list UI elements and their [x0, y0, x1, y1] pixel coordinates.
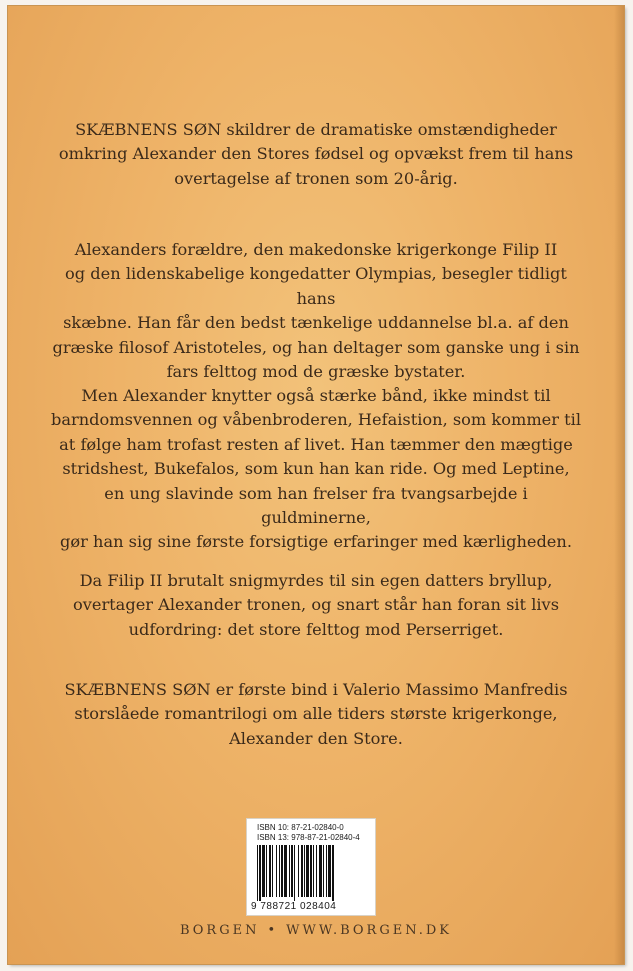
- barcode-bar: [323, 845, 324, 897]
- blurb-line: Alexanders forældre, den makedonske krigerkonge Filip II: [74, 240, 558, 259]
- barcode-bar: [279, 845, 280, 897]
- cover-edge-shadow: [614, 6, 624, 964]
- barcode-bar: [259, 845, 261, 901]
- blurb-line: overtagelse af tronen som 20-årig.: [174, 168, 458, 188]
- blurb-paragraph-2: [48, 238, 584, 384]
- blurb-line: stridshest, Bukefalos, som kun han kan ride. Og med Leptine,: [62, 459, 570, 479]
- blurb-line: SKÆBNENS SØN skildrer de dramatiske omstændigheder: [75, 120, 557, 139]
- barcode-bar: [294, 845, 295, 901]
- blurb-paragraph-5: [48, 678, 584, 751]
- blurb-line: storslåede romantrilogi om alle tiders største krigerkonge,: [74, 704, 558, 724]
- blurb-line: omkring Alexander den Stores fødsel og opvækst frem til hans: [58, 144, 574, 164]
- barcode-bar: [326, 845, 327, 897]
- barcode-bar: [328, 845, 331, 897]
- blurb-line: Alexander den Store.: [229, 728, 403, 748]
- barcode-bar: [310, 845, 312, 897]
- isbn-13: ISBN 13: 978-87-21-02840-4: [257, 833, 360, 842]
- blurb-line: overtager Alexander tronen, og snart står han foran sit livs: [72, 595, 560, 615]
- book-back-cover: [8, 6, 624, 964]
- barcode-bar: [269, 845, 271, 897]
- isbn-barcode-label: [246, 818, 376, 916]
- barcode-bars: [255, 845, 369, 901]
- footer-separator: •: [267, 923, 279, 938]
- blurb-line: skæbne. Han får den bedst tænkelige uddannelse bl.a. af den: [63, 313, 569, 333]
- isbn-10: ISBN 10: 87-21-02840-0: [257, 823, 344, 832]
- blurb-line: Men Alexander knytter også stærke bånd, ikke mindst til: [81, 386, 551, 405]
- barcode-digits: 9 788721 028404: [251, 901, 337, 912]
- publisher-name: BORGEN: [179, 923, 260, 938]
- barcode-bar: [281, 845, 283, 897]
- barcode-bar: [276, 845, 277, 897]
- blurb-paragraph-4: [48, 569, 584, 642]
- blurb-line: udfordring: det store felttog mod Perserriget.: [128, 619, 504, 639]
- barcode-bar: [298, 845, 299, 897]
- publisher-footer: [8, 923, 624, 938]
- barcode-bar: [319, 845, 322, 897]
- blurb-line: græske filosof Aristoteles, og han deltager som ganske ung i sin: [52, 337, 580, 357]
- blurb-line: at følge ham trofast resten af livet. Han tæmmer den mægtige: [59, 434, 573, 454]
- barcode-bar: [266, 845, 267, 897]
- blurb-line: gør han sig sine første forsigtige erfaringer med kærligheden.: [60, 532, 572, 552]
- blurb-paragraph-3: [48, 384, 584, 555]
- blurb-line: fars felttog mod de græske bystater.: [166, 362, 466, 382]
- blurb-line: SKÆBNENS SØN er første bind i Valerio Massimo Manfredis: [64, 680, 568, 699]
- barcode-bar: [301, 845, 303, 897]
- blurb-line: Da Filip II brutalt snigmyrdes til sin egen datters bryllup,: [79, 571, 553, 590]
- barcode-bar: [316, 845, 317, 897]
- publisher-website: WWW.BORGEN.DK: [286, 923, 453, 938]
- blurb-line: en ung slavinde som han frelser fra tvangsarbejde i guldminerne,: [104, 483, 528, 528]
- barcode-bar: [291, 845, 293, 897]
- barcode-bar: [313, 845, 314, 897]
- barcode-bar: [272, 845, 273, 897]
- barcode-bar: [332, 845, 334, 901]
- blurb-line: og den lidenskabelige kongedatter Olympias, besegler tidligt hans: [65, 264, 567, 308]
- barcode-bar: [306, 845, 309, 897]
- barcode-bar: [304, 845, 305, 897]
- barcode-bar: [262, 845, 265, 897]
- barcode-bar: [257, 845, 258, 901]
- barcode-bar: [284, 845, 287, 897]
- barcode-bar: [289, 845, 290, 897]
- blurb-paragraph-1: [48, 118, 584, 191]
- blurb-line: barndomsvennen og våbenbroderen, Hefaistion, som kommer til: [51, 410, 581, 430]
